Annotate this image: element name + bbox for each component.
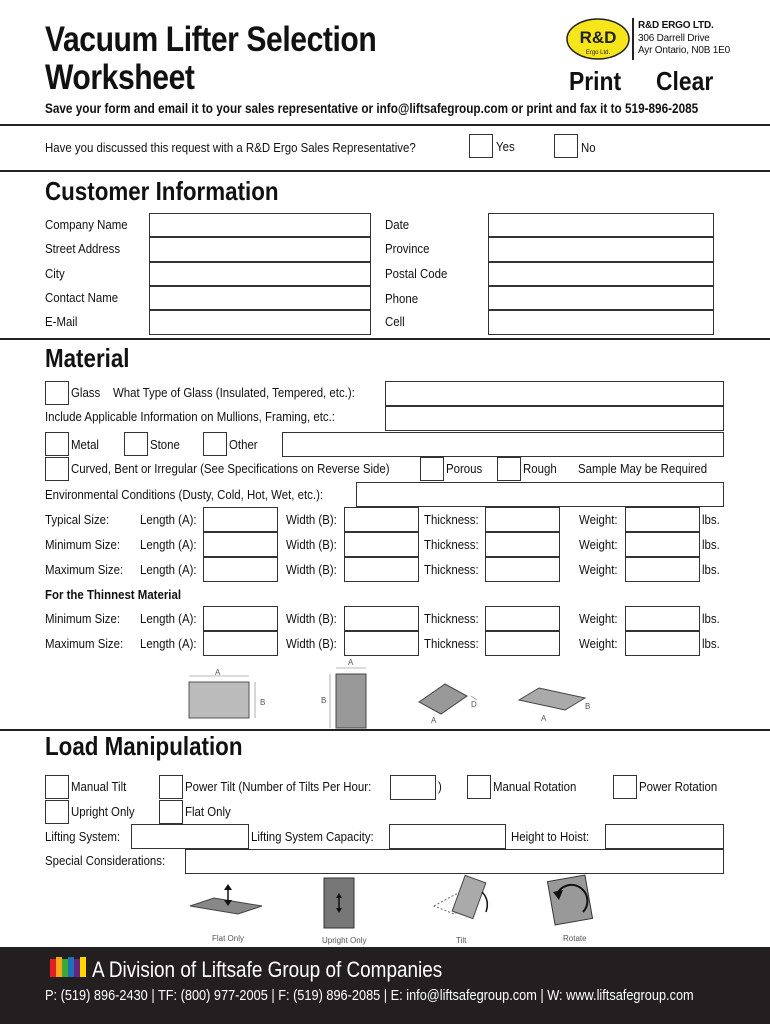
thin-maximum-thickness-input[interactable] bbox=[485, 631, 560, 656]
contact-name-input[interactable] bbox=[149, 286, 371, 310]
section-heading-material: Material bbox=[45, 343, 130, 373]
manual-rotation-label: Manual Rotation bbox=[493, 779, 577, 794]
power-tilt-checkbox[interactable] bbox=[159, 775, 183, 799]
thin-maximum-size-label: Maximum Size: bbox=[45, 636, 124, 651]
include-info-input[interactable] bbox=[385, 406, 724, 431]
city-label: City bbox=[45, 266, 65, 281]
phone-input[interactable] bbox=[488, 286, 714, 310]
power-tilt-paren: ) bbox=[438, 779, 442, 794]
postal-code-label: Postal Code bbox=[385, 266, 448, 281]
env-label: Environmental Conditions (Dusty, Cold, Hot, Wet, etc.): bbox=[45, 487, 324, 502]
curved-label: Curved, Bent or Irregular (See Specifications on Reverse Side) bbox=[71, 461, 390, 476]
dimension-diagram-angle: D A bbox=[415, 678, 485, 724]
divider bbox=[0, 338, 770, 340]
thin-minimum-width-input[interactable] bbox=[344, 606, 419, 631]
no-label: No bbox=[581, 140, 596, 155]
thickness-label: Thickness: bbox=[424, 562, 479, 577]
street-address-label: Street Address bbox=[45, 241, 121, 256]
maximum-size-label: Maximum Size: bbox=[45, 562, 124, 577]
special-considerations-input[interactable] bbox=[185, 849, 724, 874]
width-label: Width (B): bbox=[286, 562, 337, 577]
thin-maximum-width-input[interactable] bbox=[344, 631, 419, 656]
lifting-system-label: Lifting System: bbox=[45, 829, 121, 844]
flat-only-label: Flat Only bbox=[185, 804, 231, 819]
page-title-line1: Vacuum Lifter Selection bbox=[45, 20, 377, 59]
cell-label: Cell bbox=[385, 314, 405, 329]
thin-maximum-length-input[interactable] bbox=[203, 631, 278, 656]
height-to-hoist-label: Height to Hoist: bbox=[511, 829, 590, 844]
minimum-weight-input[interactable] bbox=[625, 532, 700, 557]
minimum-thickness-input[interactable] bbox=[485, 532, 560, 557]
dimension-diagram-tilted: B A bbox=[515, 684, 595, 724]
rough-checkbox[interactable] bbox=[497, 457, 521, 481]
phone-label: Phone bbox=[385, 291, 419, 306]
tilt-diagram: Tilt bbox=[428, 872, 498, 944]
rough-label: Rough bbox=[523, 461, 557, 476]
metal-label: Metal bbox=[71, 437, 99, 452]
dimension-diagram-flat: A B bbox=[185, 670, 270, 725]
weight-label: Weight: bbox=[579, 512, 618, 527]
manual-rotation-checkbox[interactable] bbox=[467, 775, 491, 799]
power-tilt-label: Power Tilt (Number of Tilts Per Hour: bbox=[185, 779, 372, 794]
thin-minimum-weight-input[interactable] bbox=[625, 606, 700, 631]
minimum-size-label: Minimum Size: bbox=[45, 537, 121, 552]
yes-checkbox[interactable] bbox=[469, 134, 493, 158]
province-input[interactable] bbox=[488, 237, 714, 262]
company-logo bbox=[566, 18, 630, 60]
manual-tilt-label: Manual Tilt bbox=[71, 779, 127, 794]
contact-name-label: Contact Name bbox=[45, 290, 119, 305]
svg-text:R&D: R&D bbox=[579, 28, 617, 47]
width-label: Width (B): bbox=[286, 512, 337, 527]
company-name: R&D ERGO LTD. bbox=[638, 20, 714, 31]
company-city: Ayr Ontario, N0B 1E0 bbox=[638, 45, 730, 56]
page-title-line2: Worksheet bbox=[45, 58, 195, 97]
width-label: Width (B): bbox=[286, 537, 337, 552]
flat-only-checkbox[interactable] bbox=[159, 800, 183, 824]
weight-label: Weight: bbox=[579, 562, 618, 577]
upright-only-label: Upright Only bbox=[71, 804, 135, 819]
company-name-input[interactable] bbox=[149, 213, 371, 237]
rotate-diagram: Rotate bbox=[543, 870, 603, 944]
porous-label: Porous bbox=[446, 461, 483, 476]
glass-label: Glass bbox=[71, 385, 101, 400]
minimum-length-input[interactable] bbox=[203, 532, 278, 557]
other-label: Other bbox=[229, 437, 258, 452]
lbs-label: lbs. bbox=[702, 636, 720, 651]
glass-type-input[interactable] bbox=[385, 381, 724, 406]
porous-checkbox[interactable] bbox=[420, 457, 444, 481]
lifting-capacity-label: Lifting System Capacity: bbox=[251, 829, 374, 844]
weight-label: Weight: bbox=[579, 611, 618, 626]
email-input[interactable] bbox=[149, 310, 371, 335]
width-label: Width (B): bbox=[286, 611, 337, 626]
special-considerations-label: Special Considerations: bbox=[45, 853, 166, 868]
typical-width-input[interactable] bbox=[344, 507, 419, 532]
thin-minimum-thickness-input[interactable] bbox=[485, 606, 560, 631]
typical-length-input[interactable] bbox=[203, 507, 278, 532]
stone-label: Stone bbox=[150, 437, 180, 452]
dimension-diagram-upright: A B bbox=[318, 660, 378, 732]
division-text: A Division of Liftsafe Group of Companies bbox=[92, 957, 443, 982]
liftsafe-logo bbox=[50, 955, 88, 981]
length-label: Length (A): bbox=[140, 636, 197, 651]
discussion-question: Have you discussed this request with a R&D Ergo Sales Representative? bbox=[45, 140, 416, 155]
lbs-label: lbs. bbox=[702, 611, 720, 626]
upright-only-diagram: Upright Only bbox=[318, 876, 378, 946]
svg-text:Ergo Ltd.: Ergo Ltd. bbox=[585, 50, 611, 56]
glass-type-label: What Type of Glass (Insulated, Tempered, etc.): bbox=[113, 385, 355, 400]
include-info-label: Include Applicable Information on Mullions, Framing, etc.: bbox=[45, 409, 335, 424]
height-to-hoist-input[interactable] bbox=[605, 824, 724, 849]
weight-label: Weight: bbox=[579, 537, 618, 552]
section-heading-load: Load Manipulation bbox=[45, 731, 243, 761]
province-label: Province bbox=[385, 241, 430, 256]
instruction-text: Save your form and email it to your sales representative or info@liftsafegroup.com or print and fax it to 519-896-2085 bbox=[45, 100, 699, 116]
upright-only-checkbox[interactable] bbox=[45, 800, 69, 824]
thin-maximum-weight-input[interactable] bbox=[625, 631, 700, 656]
yes-label: Yes bbox=[496, 139, 515, 154]
clear-button[interactable]: Clear bbox=[656, 66, 714, 96]
lbs-label: lbs. bbox=[702, 537, 720, 552]
width-label: Width (B): bbox=[286, 636, 337, 651]
footer-bar bbox=[0, 947, 770, 1024]
lifting-system-input[interactable] bbox=[131, 824, 249, 849]
date-input[interactable] bbox=[488, 213, 714, 237]
curved-checkbox[interactable] bbox=[45, 457, 69, 481]
typical-weight-input[interactable] bbox=[625, 507, 700, 532]
tilts-per-hour-input[interactable] bbox=[390, 775, 436, 800]
length-label: Length (A): bbox=[140, 512, 197, 527]
typical-size-label: Typical Size: bbox=[45, 512, 110, 527]
divider bbox=[0, 170, 770, 172]
thickness-label: Thickness: bbox=[424, 611, 479, 626]
email-label: E-Mail bbox=[45, 314, 78, 329]
maximum-weight-input[interactable] bbox=[625, 557, 700, 582]
sample-note: Sample May be Required bbox=[578, 461, 708, 476]
cell-input[interactable] bbox=[488, 310, 714, 335]
thinnest-heading: For the Thinnest Material bbox=[45, 587, 182, 602]
divider bbox=[0, 124, 770, 126]
print-button[interactable]: Print bbox=[569, 66, 622, 96]
thin-minimum-length-input[interactable] bbox=[203, 606, 278, 631]
length-label: Length (A): bbox=[140, 611, 197, 626]
lbs-label: lbs. bbox=[702, 512, 720, 527]
env-input[interactable] bbox=[356, 482, 724, 507]
maximum-thickness-input[interactable] bbox=[485, 557, 560, 582]
company-name-label: Company Name bbox=[45, 217, 128, 232]
postal-code-input[interactable] bbox=[488, 262, 714, 286]
length-label: Length (A): bbox=[140, 537, 197, 552]
thickness-label: Thickness: bbox=[424, 512, 479, 527]
other-input[interactable] bbox=[282, 432, 724, 457]
stone-checkbox[interactable] bbox=[124, 432, 148, 456]
date-label: Date bbox=[385, 217, 410, 232]
maximum-width-input[interactable] bbox=[344, 557, 419, 582]
lifting-capacity-input[interactable] bbox=[389, 824, 506, 849]
power-rotation-checkbox[interactable] bbox=[613, 775, 637, 799]
city-input[interactable] bbox=[149, 262, 371, 286]
glass-checkbox[interactable] bbox=[45, 381, 69, 405]
company-street: 306 Darrell Drive bbox=[638, 33, 710, 44]
flat-only-diagram: Flat Only bbox=[186, 880, 266, 944]
thickness-label: Thickness: bbox=[424, 636, 479, 651]
other-checkbox[interactable] bbox=[203, 432, 227, 456]
length-label: Length (A): bbox=[140, 562, 197, 577]
lbs-label: lbs. bbox=[702, 562, 720, 577]
no-checkbox[interactable] bbox=[554, 134, 578, 158]
thickness-label: Thickness: bbox=[424, 537, 479, 552]
power-rotation-label: Power Rotation bbox=[639, 779, 718, 794]
weight-label: Weight: bbox=[579, 636, 618, 651]
thin-minimum-size-label: Minimum Size: bbox=[45, 611, 121, 626]
metal-checkbox[interactable] bbox=[45, 432, 69, 456]
minimum-width-input[interactable] bbox=[344, 532, 419, 557]
typical-thickness-input[interactable] bbox=[485, 507, 560, 532]
street-address-input[interactable] bbox=[149, 237, 371, 262]
contact-info: P: (519) 896-2430 | TF: (800) 977-2005 | F: (519) 896-2085 | E: info@liftsafegroup.com | W: www.liftsafegroup.com bbox=[45, 987, 694, 1004]
manual-tilt-checkbox[interactable] bbox=[45, 775, 69, 799]
section-heading-customer: Customer Information bbox=[45, 176, 279, 206]
maximum-length-input[interactable] bbox=[203, 557, 278, 582]
